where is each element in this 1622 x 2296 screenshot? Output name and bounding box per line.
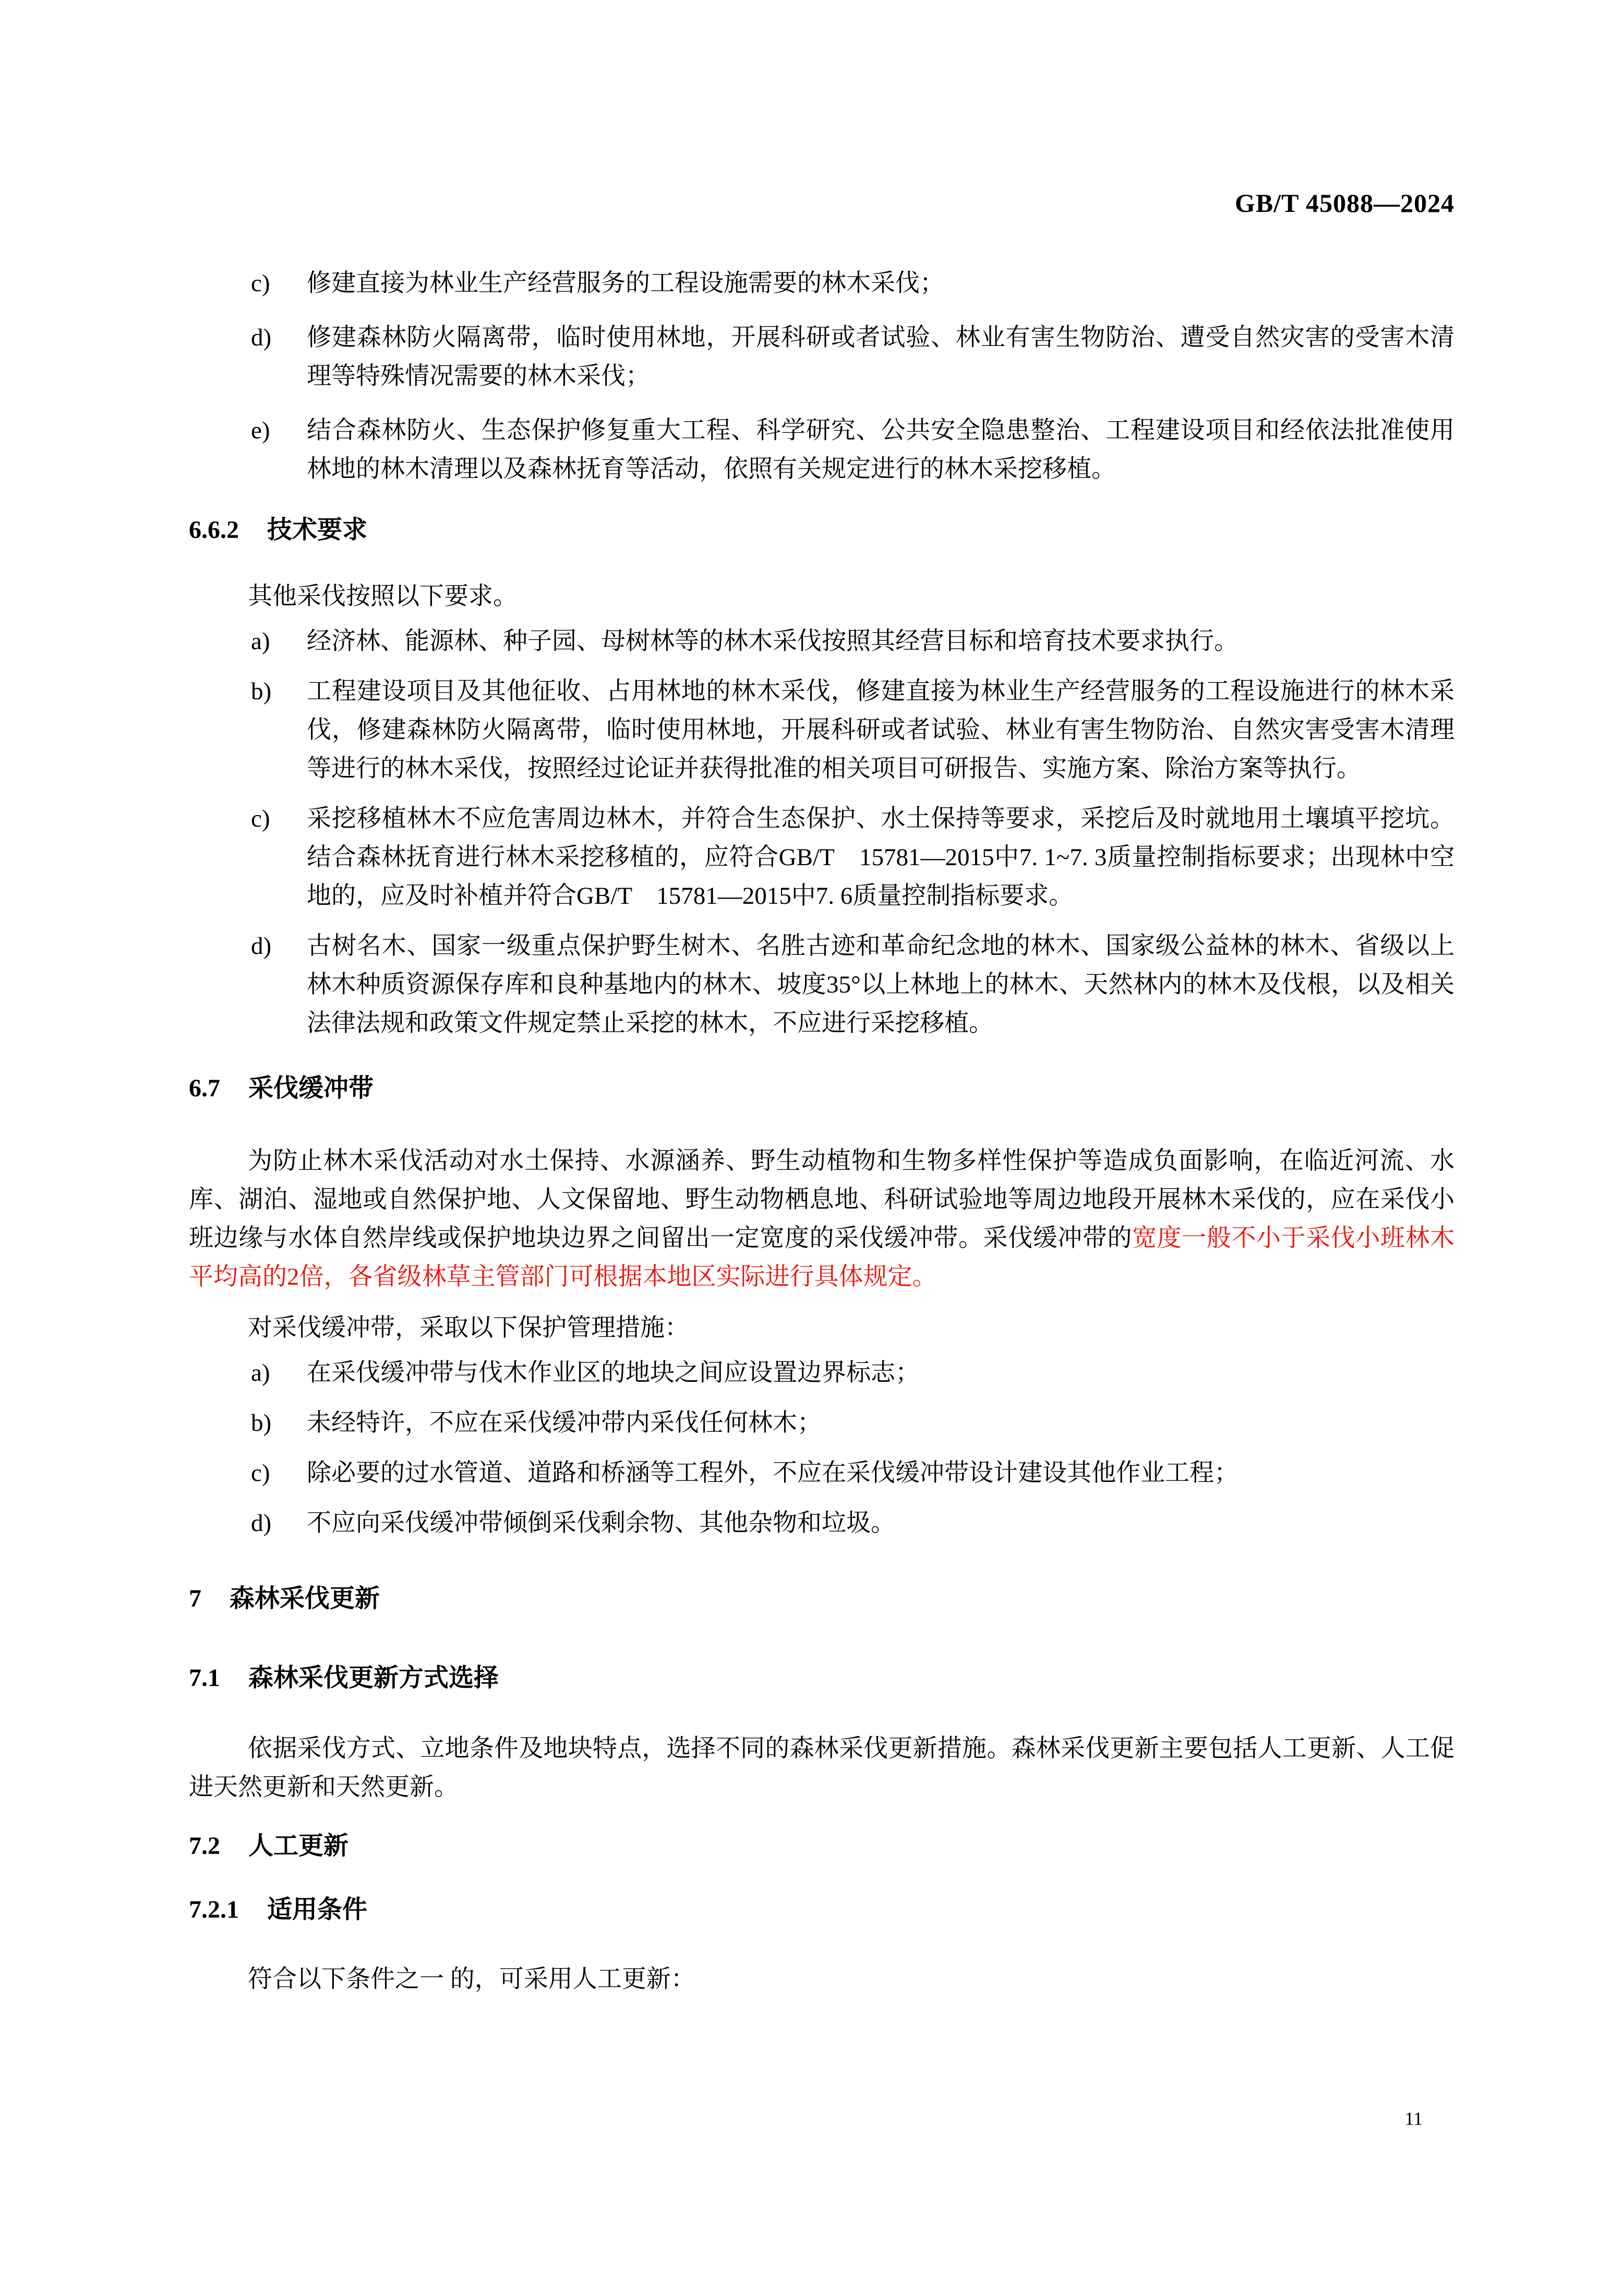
highlighted-red-text: 宽度一般不小于采伐小班林木平均高的2倍，各省级林草主管部门可根据本地区实际进行具体规定。 bbox=[189, 1225, 1455, 1290]
measures-list bbox=[189, 1354, 1455, 1542]
list-item bbox=[251, 1454, 1455, 1492]
page-number: 11 bbox=[1404, 2108, 1423, 2129]
section-heading-7-1 bbox=[189, 1663, 1455, 1694]
heading-title: 适用条件 bbox=[267, 1896, 368, 1923]
list-item bbox=[251, 622, 1455, 661]
list-item bbox=[251, 264, 1455, 303]
list-item bbox=[251, 1504, 1455, 1542]
heading-number: 6.6.2 bbox=[189, 516, 239, 544]
item-text: 不应向采伐缓冲带倾倒采伐剩余物、其他杂物和垃圾。 bbox=[307, 1510, 895, 1537]
list-item bbox=[251, 799, 1455, 915]
conditions-intro: 符合以下条件之一 的，可采用人工更新： bbox=[248, 1966, 695, 1993]
item-label: c) bbox=[251, 270, 270, 297]
heading-number: 7.2 bbox=[189, 1832, 220, 1860]
list-item bbox=[251, 1354, 1455, 1392]
heading-title: 森林采伐更新方式选择 bbox=[248, 1664, 499, 1692]
section-heading-7-2-1 bbox=[189, 1894, 1455, 1926]
buffer-zone-paragraph bbox=[189, 1142, 1455, 1296]
list-item bbox=[251, 411, 1455, 488]
heading-number: 6.7 bbox=[189, 1074, 220, 1102]
item-text: 经济林、能源林、种子园、母树林等的林木采伐按照其经营目标和培育技术要求执行。 bbox=[307, 628, 1239, 655]
item-label: b) bbox=[251, 678, 272, 705]
item-label: e) bbox=[251, 417, 270, 444]
list-item bbox=[251, 318, 1455, 396]
standard-code: GB/T 45088—2024 bbox=[1234, 188, 1455, 218]
item-text: 除必要的过水管道、道路和桥涵等工程外，不应在采伐缓冲带设计建设其他作业工程； bbox=[307, 1460, 1239, 1487]
item-label: d) bbox=[251, 324, 272, 351]
item-label: d) bbox=[251, 1510, 272, 1537]
item-label: c) bbox=[251, 805, 270, 832]
heading-title: 采伐缓冲带 bbox=[248, 1074, 374, 1102]
heading-title: 森林采伐更新 bbox=[230, 1585, 380, 1612]
measures-intro: 对采伐缓冲带，采取以下保护管理措施： bbox=[248, 1314, 689, 1342]
section-heading-6-7 bbox=[189, 1073, 1455, 1104]
item-text: 未经特许，不应在采伐缓冲带内采伐任何林木； bbox=[307, 1409, 822, 1437]
item-label: b) bbox=[251, 1409, 272, 1437]
item-label: a) bbox=[251, 1359, 270, 1386]
list-item bbox=[251, 672, 1455, 788]
heading-title: 人工更新 bbox=[248, 1832, 349, 1860]
section-heading-7 bbox=[189, 1583, 1455, 1615]
item-text: 修建森林防火隔离带，临时使用林地，开展科研或者试验、林业有害生物防治、遭受自然灾害的受害木清理等特殊情况需要的林木采伐； bbox=[307, 324, 1455, 390]
item-text: 结合森林防火、生态保护修复重大工程、科学研究、公共安全隐患整治、工程建设项目和经依法批准使用林地的林木清理以及森林抚育等活动，依照有关规定进行的林木采挖移植。 bbox=[307, 417, 1455, 483]
item-text: 工程建设项目及其他征收、占用林地的林木采伐，修建直接为林业生产经营服务的工程设施进行的林木采伐，修建森林防火隔离带，临时使用林地，开展科研或者试验、林业有害生物防治、自然灾害受害木清理等进行的林木采伐，按照经过论证并获得批准的相关项目可研报告、实施方案、除治方案等执行。 bbox=[307, 678, 1455, 782]
paragraph-text: 为防止林木采伐活动对水土保持、水源涵养、野生动植物和生物多样性保护等造成负面影响，在临近河流、水库、湖泊、湿地或自然保护地、人文保留地、野生动物栖息地、科研试验地等周边地段开展林木采伐的，应在采伐小班边缘与水体自然岸线或保护地块边界之间留出一定宽度的采伐缓冲带。采伐缓冲带的 bbox=[189, 1147, 1455, 1252]
item-text: 古树名木、国家一级重点保护野生树木、名胜古迹和革命纪念地的林木、国家级公益林的林木、省级以上林木种质资源保存库和良种基地内的林木、坡度35°以上林地上的林木、天然林内的林木及伐根，以及相关法律法规和政策文件规定禁止采挖的林木，不应进行采挖移植。 bbox=[307, 932, 1455, 1037]
item-label: c) bbox=[251, 1460, 270, 1487]
item-label: a) bbox=[251, 628, 270, 655]
section-heading-7-2 bbox=[189, 1831, 1455, 1862]
item-text: 在采伐缓冲带与伐木作业区的地块之间应设置边界标志； bbox=[307, 1359, 920, 1386]
section-heading-6-6-2 bbox=[189, 515, 1455, 546]
item-label: d) bbox=[251, 932, 272, 960]
top-list bbox=[189, 264, 1455, 488]
list-item bbox=[251, 927, 1455, 1043]
heading-number: 7 bbox=[189, 1585, 201, 1612]
heading-number: 7.1 bbox=[189, 1664, 220, 1692]
heading-title: 技术要求 bbox=[267, 516, 368, 544]
requirements-list bbox=[189, 622, 1455, 1043]
item-text: 修建直接为林业生产经营服务的工程设施需要的林木采伐； bbox=[307, 270, 944, 297]
list-item bbox=[251, 1404, 1455, 1442]
section-intro: 其他采伐按照以下要求。 bbox=[248, 583, 518, 610]
heading-number: 7.2.1 bbox=[189, 1896, 239, 1923]
item-text: 采挖移植林木不应危害周边林木，并符合生态保护、水土保持等要求，采挖后及时就地用土壤填平挖坑。结合森林抚育进行林木采挖移植的，应符合GB/T 15781—2015中7. 1~7. 3质量控制指标要求；出现林中空地的，应及时补植并符合GB/T 15781—2015中7. 6质量控制指标要求。 bbox=[307, 805, 1455, 910]
renewal-method-paragraph: 依据采伐方式、立地条件及地块特点，选择不同的森林采伐更新措施。森林采伐更新主要包括人工更新、人工促进天然更新和天然更新。 bbox=[189, 1735, 1455, 1801]
